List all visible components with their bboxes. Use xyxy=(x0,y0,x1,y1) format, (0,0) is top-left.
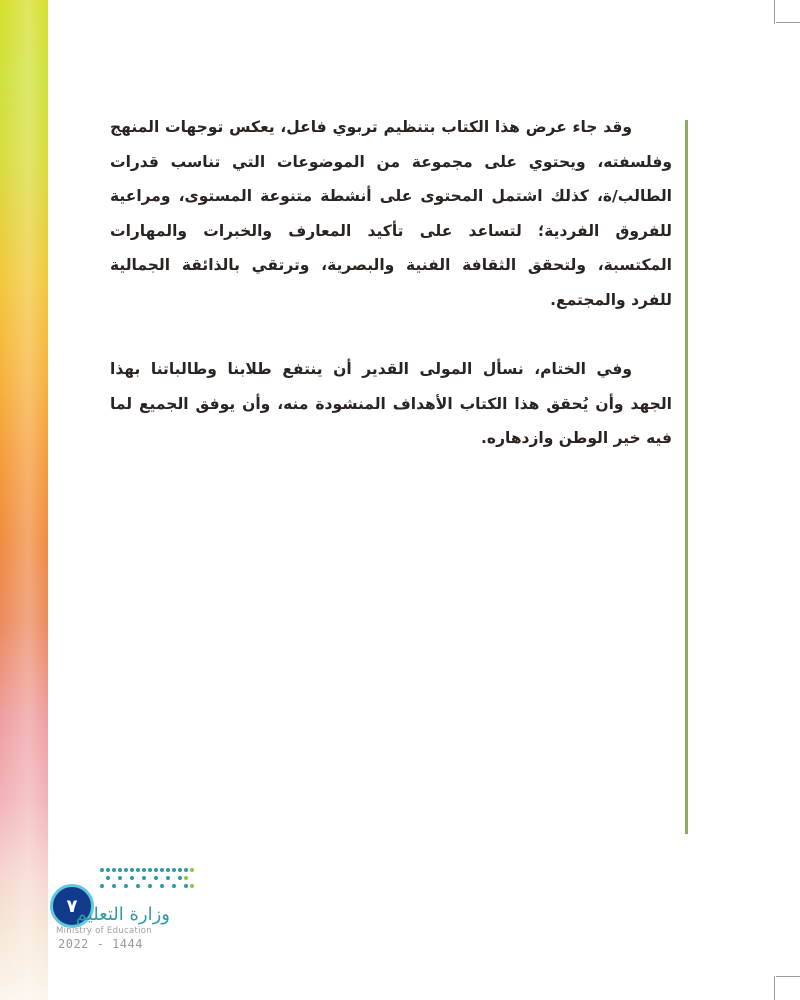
paragraph-1: وقد جاء عرض هذا الكتاب بتنظيم تربوي فاعل، يعكس توجهات المنهج وفلسفته، ويحتوي على مجموعة من الموضوعات التي تناسب قدرات الطالب/ة، كذلك اشتمل المحتوى على أنشطة متنوعة المستوى، ومراعية للفروق الفردية؛ لتساعد على تأكيد المعارف والخبرات والمهارات المكتسبة، ولتحقق الثقافة الفنية والبصرية، وترتقي بالذائقة الجمالية للفرد والمجتمع. xyxy=(110,118,672,309)
paragraph-2: وفي الختام، نسأل المولى القدير أن ينتفع طلابنا وطالباتنا بهذا الجهد وأن يُحقق هذا الكتاب الأهداف المنشودة منه، وأن يوفق الجميع لما فيه خير الوطن وازدهاره. xyxy=(110,360,672,447)
crop-mark-top-right-v xyxy=(774,0,775,24)
ministry-name-ar: وزارة التعليم xyxy=(75,904,170,925)
crop-mark-top-right-h xyxy=(776,22,800,23)
vertical-rule xyxy=(685,120,688,834)
decorative-side-band xyxy=(0,0,48,1000)
logo-dots-icon xyxy=(98,864,194,894)
crop-mark-bottom-right-v xyxy=(774,976,775,1000)
page-number-badge: ٧ xyxy=(50,884,94,928)
crop-mark-bottom-right-h xyxy=(776,976,800,977)
edition-year: 2022 - 1444 xyxy=(58,937,143,951)
ministry-name-en: Ministry of Education xyxy=(56,926,152,936)
body-text xyxy=(110,110,672,456)
